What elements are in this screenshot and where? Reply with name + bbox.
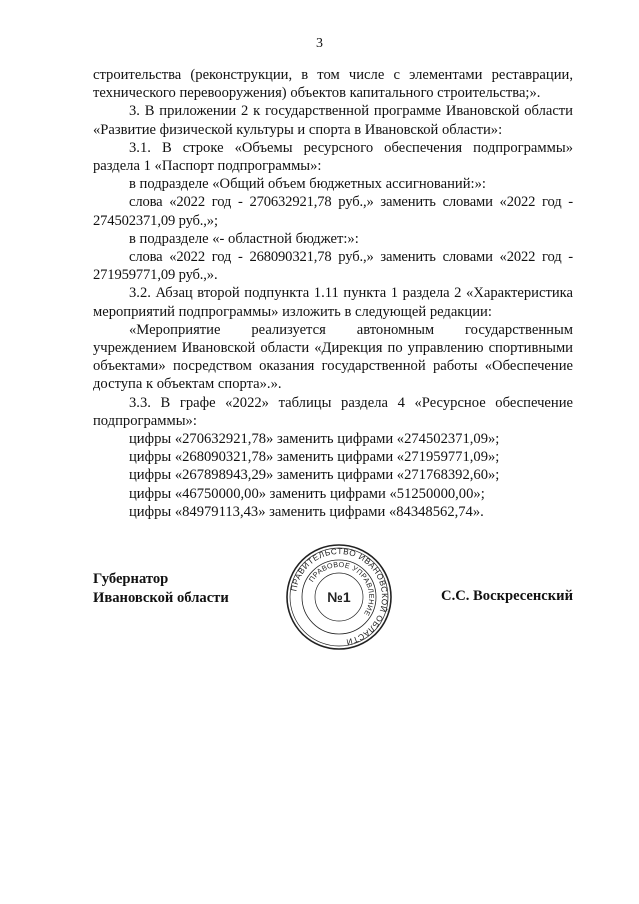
list-item: цифры «268090321,78» заменить цифрами «271959771,09»; bbox=[129, 449, 500, 466]
stamp-outer-text: ПРАВИТЕЛЬСТВО ИВАНОВСКОЙ ОБЛАСТИ bbox=[289, 546, 390, 647]
paragraph: слова «2022 год - 270632921,78 руб.,» заменить словами «2022 год - 274502371,09 руб.,»; bbox=[93, 194, 573, 229]
stamp-number: №1 bbox=[327, 589, 351, 605]
paragraph: 3. В приложении 2 к государственной программе Ивановской области «Развитие физической культуры и спорта в Ивановской области»: bbox=[93, 103, 573, 138]
paragraph: строительства (реконструкции, в том числе с элементами реставрации, технического перевооружения) объектов капитального строительства;». bbox=[93, 67, 573, 102]
list-item: цифры «267898943,29» заменить цифрами «271768392,60»; bbox=[129, 467, 500, 484]
signatory-name: С.С. Воскресенский bbox=[441, 588, 573, 604]
paragraph: 3.2. Абзац второй подпункта 1.11 пункта 1 раздела 2 «Характеристика мероприятий подпрограммы» изложить в следующей редакции: bbox=[93, 285, 573, 320]
document-body bbox=[93, 66, 573, 521]
page-number: 3 bbox=[316, 36, 323, 51]
paragraph: слова «2022 год - 268090321,78 руб.,» заменить словами «2022 год - 271959771,09 руб.,». bbox=[93, 249, 573, 284]
list-item: цифры «46750000,00» заменить цифрами «51250000,00»; bbox=[129, 485, 485, 502]
list-item: цифры «84979113,43» заменить цифрами «84348562,74». bbox=[129, 503, 484, 520]
list-item: цифры «270632921,78» заменить цифрами «274502371,09»; bbox=[129, 431, 500, 448]
stamp-inner-text: ПРАВОВОЕ УПРАВЛЕНИЕ bbox=[306, 559, 377, 618]
paragraph: 3.3. В графе «2022» таблицы раздела 4 «Ресурсное обеспечение подпрограммы»: bbox=[93, 394, 573, 429]
paragraph: в подразделе «- областной бюджет:»: bbox=[129, 230, 359, 247]
paragraph: 3.1. В строке «Объемы ресурсного обеспечения подпрограммы» раздела 1 «Паспорт подпрограммы»: bbox=[93, 139, 573, 175]
signatory-title-line1: Губернатор bbox=[93, 571, 169, 587]
paragraph: в подразделе «Общий объем бюджетных ассигнований:»: bbox=[129, 176, 486, 193]
signatory-title-line2: Ивановской области bbox=[93, 589, 229, 606]
paragraph: «Мероприятие реализуется автономным государственным учреждением Ивановской области «Дирекция по управлению спортивными объектами» посредством оказания государственной работы «Обеспечение доступа к объектам спорта».». bbox=[93, 321, 573, 393]
official-stamp bbox=[285, 543, 393, 651]
signatory-title bbox=[93, 570, 229, 607]
